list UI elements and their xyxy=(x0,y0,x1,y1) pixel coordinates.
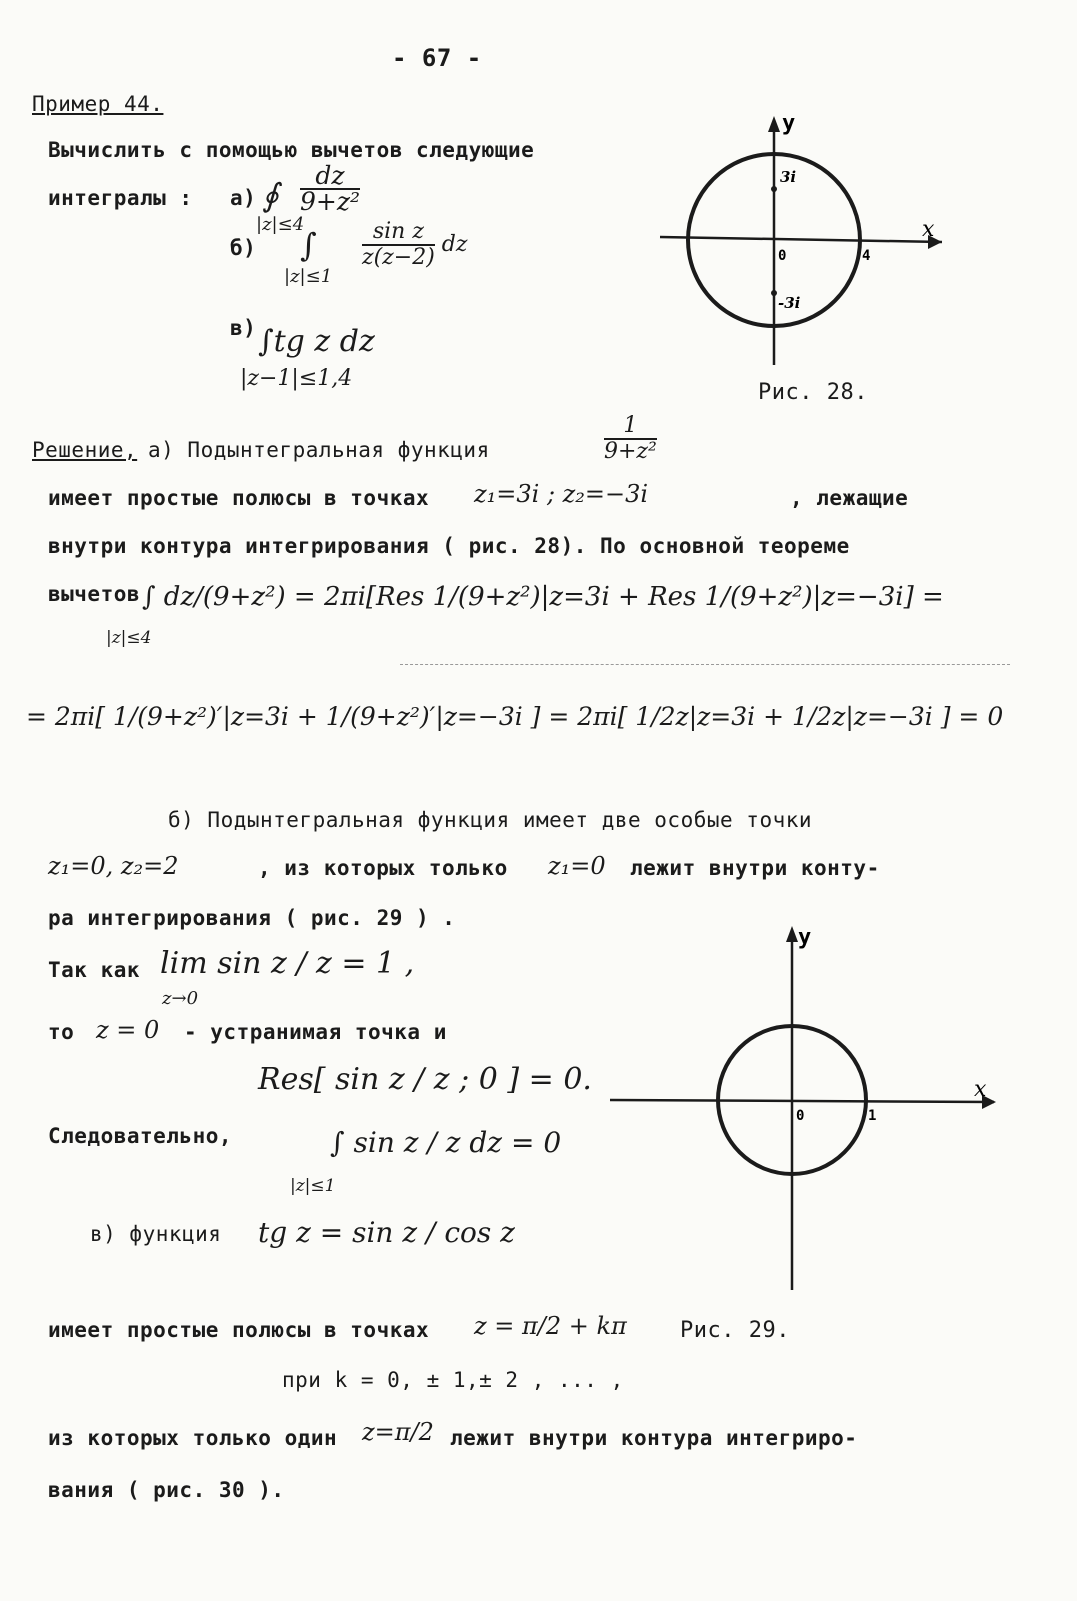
solution-c-tan-formula: tg z = sin z / cos z xyxy=(258,1216,515,1249)
fig29-y-label: y xyxy=(798,925,812,950)
fig28-bottom-label: -3i xyxy=(778,294,801,312)
solution-a-line2-tail: , лежащие xyxy=(790,486,909,510)
figure-28 xyxy=(650,100,950,420)
solution-b-residue: Res[ sin z / z ; 0 ] = 0. xyxy=(258,1062,592,1097)
solution-a-main-formula: ∫ dz/(9+z²) = 2πi[Res 1/(9+z²)|z=3i + Res 1/(9+z²)|z=−3i] = xyxy=(142,582,944,612)
task-b-differential: dz xyxy=(441,232,468,257)
fig28-point-3i xyxy=(771,186,777,192)
solution-a-intro: а) Подынтегральная функция xyxy=(148,438,490,462)
solution-b-limit-sub: z→0 xyxy=(162,988,199,1009)
solution-b-line5-text: - устранимая точка и xyxy=(184,1020,447,1044)
solution-a-line3: внутри контура интегрирования ( рис. 28). По основной теореме xyxy=(48,534,850,558)
solution-c-inner-pole: z=π/2 xyxy=(362,1418,434,1446)
fig29-origin-label: 0 xyxy=(796,1108,805,1124)
task-b-limit: |z|≤1 xyxy=(284,266,333,287)
fig29-x-axis xyxy=(610,1100,994,1102)
task-a-fraction xyxy=(300,161,361,216)
fig28-y-arrow xyxy=(768,116,780,132)
solution-b-line3: ра интегрирования ( рис. 29 ) . xyxy=(48,906,456,930)
fig28-y-label: y xyxy=(782,111,796,136)
solution-b-line2-tail: лежит внутри конту- xyxy=(630,856,880,880)
fig28-right-label: 4 xyxy=(862,248,871,264)
solution-b-result-formula: ∫ sin z / z dz = 0 xyxy=(330,1126,562,1159)
solution-b-inner-point: z₁=0 xyxy=(548,852,606,880)
fig28-origin-label: 0 xyxy=(778,248,787,264)
solution-c-line1-word: в) функция xyxy=(90,1222,222,1246)
task-b-label: б) xyxy=(230,236,257,260)
solution-a-fraction xyxy=(604,414,657,464)
fig28-caption: Рис. 28. xyxy=(758,380,868,405)
solution-c-line5: вания ( рис. 30 ). xyxy=(48,1478,285,1502)
task-a-numerator: dz xyxy=(300,164,360,190)
solution-b-line5-word: то xyxy=(48,1020,75,1044)
fig29-right-label: 1 xyxy=(868,1108,877,1124)
task-c-limit: |z−1|≤1,4 xyxy=(240,366,353,391)
solution-b-line7-word: Следовательно, xyxy=(48,1124,233,1148)
task-c-label: в) xyxy=(230,316,257,340)
solution-b-removable-point: z = 0 xyxy=(96,1016,160,1044)
solution-b-limit-formula: lim sin z / z = 1 , xyxy=(160,946,415,981)
page-number: - 67 - xyxy=(392,44,482,72)
task-line-1: Вычислить с помощью вычетов следующие xyxy=(48,138,535,162)
solution-a-poles: z₁=3i ; z₂=−3i xyxy=(474,480,649,508)
task-c-expression: ∫tg z dz xyxy=(258,324,375,359)
scan-artifact-line xyxy=(400,664,1010,665)
solution-a-result-formula: = 2πi[ 1/(9+z²)′|z=3i + 1/(9+z²)′|z=−3i ] = 2πi[ 1/2z|z=3i + 1/2z|z=−3i ] = 0 xyxy=(26,702,1004,731)
task-b-numerator: sin z xyxy=(362,220,435,246)
solution-b-result-limit: |z|≤1 xyxy=(290,1176,336,1196)
fig29-y-arrow xyxy=(786,926,798,942)
task-b-denominator: z(z−2) xyxy=(362,245,435,270)
solution-a-main-limit: |z|≤4 xyxy=(106,628,152,648)
solution-a-denominator: 9+z² xyxy=(604,439,657,464)
task-b-fraction xyxy=(362,220,467,270)
task-a-integral-sign: ∮ xyxy=(262,176,279,214)
solution-label: Решение, xyxy=(32,438,138,462)
fig28-point-minus-3i xyxy=(771,290,777,296)
fig29-caption: Рис. 29. xyxy=(680,1318,790,1343)
solution-a-line2-text: имеет простые полюсы в точках xyxy=(48,486,430,510)
solution-c-line4-tail: лежит внутри контура интегриро- xyxy=(450,1426,858,1450)
task-a-limit: |z|≤4 xyxy=(256,214,305,235)
task-a-label: а) xyxy=(230,186,257,210)
solution-c-line3: при k = 0, ± 1,± 2 , ... , xyxy=(282,1368,624,1392)
task-line-2: интегралы : xyxy=(48,186,193,210)
solution-c-poles: z = π/2 + kπ xyxy=(474,1312,627,1340)
solution-b-line1: б) Подынтегральная функция имеет две особые точки xyxy=(168,808,813,832)
figure-29 xyxy=(606,920,1006,1300)
fig28-x-axis xyxy=(660,237,942,242)
solution-a-numerator: 1 xyxy=(604,414,657,440)
solution-c-line4-text: из которых только один xyxy=(48,1426,338,1450)
task-b-integral-sign: ∫ xyxy=(300,226,317,264)
solution-b-points: z₁=0, z₂=2 xyxy=(48,852,179,880)
example-title: Пример 44. xyxy=(32,92,164,116)
solution-b-line4-word: Так как xyxy=(48,958,141,982)
fig28-top-label: 3i xyxy=(780,168,797,186)
fig28-x-label: x xyxy=(922,217,935,242)
solution-b-line2-text: , из которых только xyxy=(258,856,508,880)
solution-c-line2-text: имеет простые полюсы в точках xyxy=(48,1318,430,1342)
solution-a-line4-word: вычетов xyxy=(48,582,141,606)
fig29-x-label: x xyxy=(974,1077,987,1102)
task-a-denominator: 9+z² xyxy=(300,187,361,216)
